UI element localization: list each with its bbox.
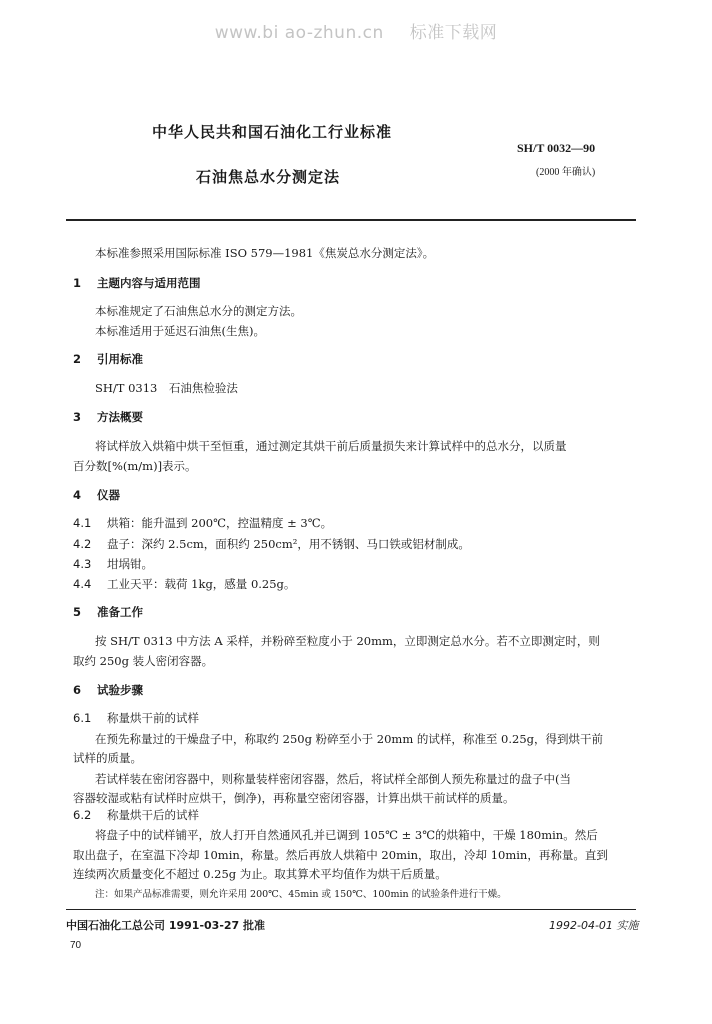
subsection-number: 6.2: [73, 808, 92, 822]
section-2-heading: [73, 351, 143, 367]
list-item: [73, 556, 153, 572]
paragraph: 在预先称量过的干燥盘子中，称取约 250g 粉碎至小于 20mm 的试样，称准至 0.25g，得到烘干前: [95, 732, 603, 746]
section-number: 3: [73, 410, 82, 424]
section-title: 方法概要: [97, 410, 143, 424]
subsection-title: 称量烘干后的试样: [107, 808, 199, 822]
section-title: 仪器: [97, 488, 120, 502]
intro-paragraph: 本标准参照采用国际标准 ISO 579—1981《焦炭总水分测定法》。: [95, 246, 435, 260]
section-1-heading: [73, 275, 201, 291]
section-6-heading: [73, 682, 143, 698]
paragraph-continued: 取出盘子，在室温下冷却 10min，称量。然后再放人烘箱中 20min，取出，冷却 10min，再称量。直到: [73, 848, 608, 862]
note: 注：如果产品标准需要，则允许采用 200℃、45min 或 150℃、100min 的试验条件进行干燥。: [95, 889, 507, 900]
section-number: 4: [73, 488, 82, 502]
watermark-url: www.bi ao-zhun.cn: [214, 23, 384, 43]
item-text: 盘子：深约 2.5cm，面积约 250cm²，用不锈钢、马口铁或铝材制成。: [107, 537, 470, 551]
paragraph-continued: 容器较湿或粘有试样时应烘干，倒净)，再称量空密闭容器，计算出烘干前试样的质量。: [73, 791, 515, 805]
item-text: 坩埚钳。: [107, 557, 153, 571]
approval-line: 中国石油化工总公司 1991-03-27 批准: [66, 919, 266, 932]
paragraph-continued: 百分数[%(m/m)]表示。: [73, 459, 197, 473]
paragraph: 将试样放入烘箱中烘干至恒重，通过测定其烘干前后质量损失来计算试样中的总水分，以质量: [95, 439, 567, 453]
item-text: 烘箱：能升温到 200℃，控温精度 ± 3℃。: [107, 516, 333, 530]
section-3-heading: [73, 409, 143, 425]
item-text: 工业天平：载荷 1kg，感量 0.25g。: [107, 577, 296, 591]
header-divider: [66, 219, 636, 221]
org-standard-heading: 中华人民共和国石油化工行业标准: [152, 123, 393, 141]
paragraph: 本标准适用于延迟石油焦(生焦)。: [95, 324, 265, 338]
section-title: 准备工作: [97, 605, 143, 619]
document-title: 石油焦总水分测定法: [196, 168, 341, 186]
item-number: 4.2: [73, 537, 92, 551]
paragraph: 将盘子中的试样铺平，放人打开自然通风孔并已调到 105℃ ± 3℃的烘箱中，干燥 180min。然后: [95, 828, 598, 842]
section-title: 试验步骤: [97, 683, 143, 697]
footer-divider: [66, 909, 636, 910]
section-number: 2: [73, 352, 82, 366]
section-title: 引用标准: [97, 352, 143, 366]
subsection-heading: [73, 807, 199, 823]
reference-item: SH/T 0313 石油焦检验法: [95, 381, 238, 395]
list-item: [73, 576, 295, 592]
paragraph: 按 SH/T 0313 中方法 A 采样，并粉碎至粒度小于 20mm，立即测定总水分。若不立即测定时，则: [95, 634, 600, 648]
confirmation-note: (2000 年确认): [536, 167, 596, 178]
section-5-heading: [73, 604, 143, 620]
page-number: 70: [70, 940, 82, 951]
subsection-heading: [73, 710, 199, 726]
item-number: 4.4: [73, 577, 92, 591]
paragraph: 若试样装在密闭容器中，则称量装样密闭容器，然后，将试样全部倒人预先称量过的盘子中(当: [95, 772, 571, 786]
paragraph: 本标准规定了石油焦总水分的测定方法。: [95, 304, 302, 318]
paragraph-continued: 试样的质量。: [73, 751, 142, 765]
effective-date: 1992-04-01 实施: [549, 919, 639, 932]
section-title: 主题内容与适用范围: [97, 276, 201, 290]
list-item: [73, 515, 332, 531]
section-4-heading: [73, 487, 120, 503]
standard-code: SH/T 0032—90: [517, 141, 596, 155]
paragraph-continued: 取约 250g 装人密闭容器。: [73, 654, 214, 668]
item-number: 4.1: [73, 516, 92, 530]
list-item: [73, 536, 470, 552]
section-number: 1: [73, 276, 82, 290]
subsection-title: 称量烘干前的试样: [107, 711, 199, 725]
watermark: [0, 18, 712, 43]
paragraph-continued: 连续两次质量变化不超过 0.25g 为止。取其算术平均值作为烘干后质量。: [73, 867, 447, 881]
section-number: 6: [73, 683, 82, 697]
subsection-number: 6.1: [73, 711, 92, 725]
section-number: 5: [73, 605, 82, 619]
watermark-text: 标准下载网: [409, 23, 498, 43]
item-number: 4.3: [73, 557, 92, 571]
